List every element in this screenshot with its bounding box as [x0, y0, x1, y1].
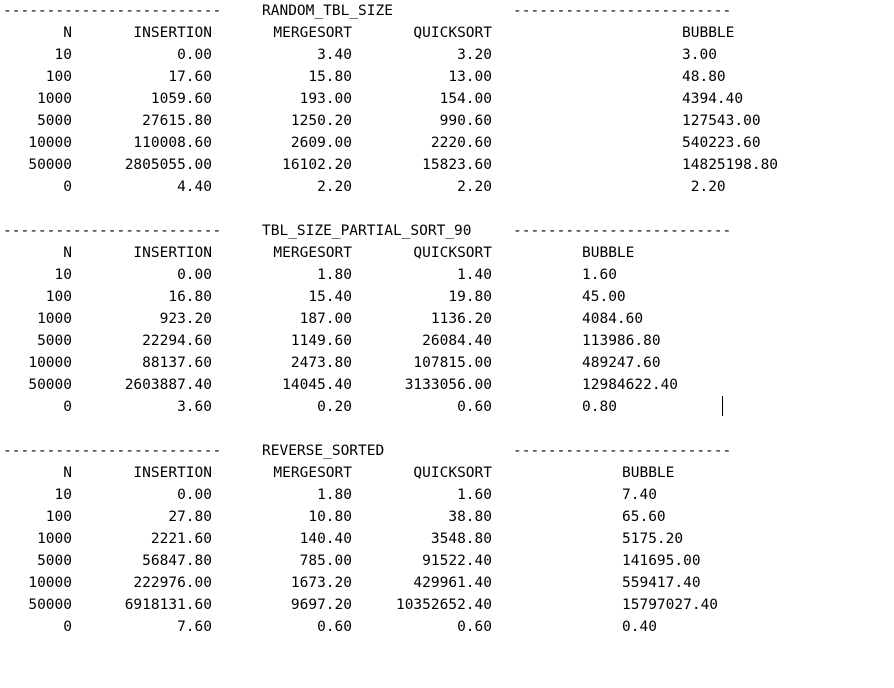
section-title: REVERSE_SORTED [262, 443, 385, 459]
n-cell: 10 [54, 487, 72, 503]
n-cell: 5000 [37, 553, 72, 569]
quicksort-cell: 38.80 [448, 509, 492, 525]
quicksort-cell: 3.20 [457, 47, 492, 63]
bubble-cell: 0.40 [622, 619, 657, 635]
quicksort-cell: 1.40 [457, 267, 492, 283]
bubble-cell: 48.80 [682, 69, 726, 85]
table-row [0, 594, 894, 616]
insertion-cell: 7.60 [177, 619, 212, 635]
n-cell: 10 [54, 47, 72, 63]
insertion-cell: 110008.60 [133, 135, 212, 151]
insertion-cell: 27.80 [168, 509, 212, 525]
table-row [0, 88, 894, 110]
bubble-cell: 0.80 [582, 399, 617, 415]
quicksort-cell: 1.60 [457, 487, 492, 503]
mergesort-cell: 16102.20 [282, 157, 352, 173]
n-cell: 100 [45, 509, 72, 525]
mergesort-cell: 2.20 [317, 179, 352, 195]
n-cell: 5000 [37, 333, 72, 349]
table-row [0, 484, 894, 506]
bubble-cell: 15797027.40 [622, 597, 719, 613]
n-cell: 10000 [28, 355, 72, 371]
n-cell: 5000 [37, 113, 72, 129]
insertion-cell: 22294.60 [142, 333, 212, 349]
header-bubble: BUBBLE [582, 245, 635, 261]
table-row [0, 616, 894, 638]
n-cell: 50000 [28, 157, 72, 173]
n-cell: 50000 [28, 377, 72, 393]
bubble-cell: 12984622.40 [582, 377, 679, 393]
mergesort-cell: 9697.20 [290, 597, 352, 613]
header-insertion: INSERTION [133, 25, 212, 41]
header-n: N [63, 25, 72, 41]
table-row [0, 110, 894, 132]
table-row [0, 286, 894, 308]
section-title: RANDOM_TBL_SIZE [262, 3, 393, 19]
mergesort-cell: 15.40 [308, 289, 352, 305]
bubble-cell: 14825198.80 [682, 157, 779, 173]
separator-dashes-right: ------------------------- [513, 443, 732, 459]
quicksort-cell: 1136.20 [430, 311, 492, 327]
header-mergesort: MERGESORT [273, 245, 352, 261]
insertion-cell: 0.00 [177, 47, 212, 63]
bubble-cell: 65.60 [622, 509, 666, 525]
n-cell: 50000 [28, 597, 72, 613]
header-row [0, 462, 894, 484]
quicksort-cell: 19.80 [448, 289, 492, 305]
insertion-cell: 2603887.40 [124, 377, 212, 393]
bubble-cell: 2.20 [682, 179, 726, 195]
header-mergesort: MERGESORT [273, 25, 352, 41]
insertion-cell: 56847.80 [142, 553, 212, 569]
insertion-cell: 17.60 [168, 69, 212, 85]
mergesort-cell: 2609.00 [290, 135, 352, 151]
insertion-cell: 1059.60 [150, 91, 212, 107]
header-row [0, 242, 894, 264]
table-row [0, 396, 894, 418]
bubble-cell: 4394.40 [682, 91, 744, 107]
quicksort-cell: 3548.80 [430, 531, 492, 547]
n-cell: 0 [63, 179, 72, 195]
n-cell: 0 [63, 399, 72, 415]
quicksort-cell: 10352652.40 [395, 597, 492, 613]
separator-dashes-right: ------------------------- [513, 223, 732, 239]
quicksort-cell: 15823.60 [422, 157, 492, 173]
quicksort-cell: 2.20 [457, 179, 492, 195]
bubble-cell: 489247.60 [582, 355, 661, 371]
mergesort-cell: 1.80 [317, 267, 352, 283]
insertion-cell: 0.00 [177, 267, 212, 283]
table-row [0, 528, 894, 550]
table-row [0, 66, 894, 88]
mergesort-cell: 1250.20 [290, 113, 352, 129]
header-row [0, 22, 894, 44]
insertion-cell: 222976.00 [133, 575, 212, 591]
quicksort-cell: 0.60 [457, 399, 492, 415]
header-bubble: BUBBLE [622, 465, 675, 481]
bubble-cell: 5175.20 [622, 531, 684, 547]
table-row [0, 330, 894, 352]
header-quicksort: QUICKSORT [413, 245, 492, 261]
quicksort-cell: 990.60 [439, 113, 492, 129]
mergesort-cell: 187.00 [299, 311, 352, 327]
bubble-cell: 7.40 [622, 487, 657, 503]
n-cell: 10000 [28, 135, 72, 151]
mergesort-cell: 1.80 [317, 487, 352, 503]
table-row [0, 572, 894, 594]
header-mergesort: MERGESORT [273, 465, 352, 481]
n-cell: 1000 [37, 311, 72, 327]
bubble-cell: 141695.00 [622, 553, 701, 569]
bubble-cell: 540223.60 [682, 135, 761, 151]
bubble-cell: 559417.40 [622, 575, 701, 591]
table-row [0, 154, 894, 176]
table-row [0, 308, 894, 330]
quicksort-cell: 91522.40 [422, 553, 492, 569]
insertion-cell: 3.60 [177, 399, 212, 415]
mergesort-cell: 1149.60 [290, 333, 352, 349]
mergesort-cell: 140.40 [299, 531, 352, 547]
mergesort-cell: 0.60 [317, 619, 352, 635]
mergesort-cell: 15.80 [308, 69, 352, 85]
bubble-cell: 4084.60 [582, 311, 644, 327]
mergesort-cell: 0.20 [317, 399, 352, 415]
mergesort-cell: 1673.20 [290, 575, 352, 591]
table-row [0, 352, 894, 374]
header-bubble: BUBBLE [682, 25, 735, 41]
table-row [0, 264, 894, 286]
insertion-cell: 0.00 [177, 487, 212, 503]
quicksort-cell: 26084.40 [422, 333, 492, 349]
quicksort-cell: 154.00 [439, 91, 492, 107]
insertion-cell: 923.20 [159, 311, 212, 327]
n-cell: 100 [45, 289, 72, 305]
insertion-cell: 16.80 [168, 289, 212, 305]
separator-dashes-left: ------------------------- [3, 223, 222, 239]
quicksort-cell: 107815.00 [413, 355, 492, 371]
bubble-cell: 45.00 [582, 289, 626, 305]
n-cell: 100 [45, 69, 72, 85]
header-n: N [63, 245, 72, 261]
header-insertion: INSERTION [133, 465, 212, 481]
quicksort-cell: 0.60 [457, 619, 492, 635]
header-quicksort: QUICKSORT [413, 465, 492, 481]
mergesort-cell: 10.80 [308, 509, 352, 525]
table-row [0, 374, 894, 396]
bubble-cell: 1.60 [582, 267, 617, 283]
separator-dashes-right: ------------------------- [513, 3, 732, 19]
table-row [0, 176, 894, 198]
separator-dashes-left: ------------------------- [3, 3, 222, 19]
header-quicksort: QUICKSORT [413, 25, 492, 41]
insertion-cell: 2221.60 [150, 531, 212, 547]
header-n: N [63, 465, 72, 481]
n-cell: 10 [54, 267, 72, 283]
separator-dashes-left: ------------------------- [3, 443, 222, 459]
header-insertion: INSERTION [133, 245, 212, 261]
mergesort-cell: 3.40 [317, 47, 352, 63]
n-cell: 1000 [37, 91, 72, 107]
n-cell: 10000 [28, 575, 72, 591]
bubble-cell: 127543.00 [682, 113, 761, 129]
mergesort-cell: 785.00 [299, 553, 352, 569]
n-cell: 0 [63, 619, 72, 635]
bubble-cell: 113986.80 [582, 333, 661, 349]
section-title: TBL_SIZE_PARTIAL_SORT_90 [262, 223, 472, 239]
table-row [0, 44, 894, 66]
mergesort-cell: 14045.40 [282, 377, 352, 393]
text-cursor [722, 396, 723, 416]
insertion-cell: 6918131.60 [124, 597, 212, 613]
bubble-cell: 3.00 [682, 47, 717, 63]
quicksort-cell: 3133056.00 [404, 377, 492, 393]
quicksort-cell: 13.00 [448, 69, 492, 85]
insertion-cell: 27615.80 [142, 113, 212, 129]
insertion-cell: 2805055.00 [124, 157, 212, 173]
mergesort-cell: 2473.80 [290, 355, 352, 371]
mergesort-cell: 193.00 [299, 91, 352, 107]
insertion-cell: 4.40 [177, 179, 212, 195]
table-row [0, 132, 894, 154]
quicksort-cell: 2220.60 [430, 135, 492, 151]
insertion-cell: 88137.60 [142, 355, 212, 371]
quicksort-cell: 429961.40 [413, 575, 492, 591]
table-row [0, 506, 894, 528]
table-row [0, 550, 894, 572]
n-cell: 1000 [37, 531, 72, 547]
